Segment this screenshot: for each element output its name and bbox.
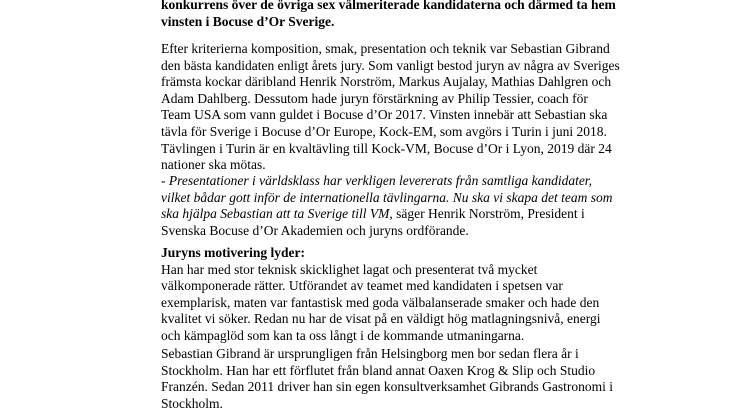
paragraph-line: Adam Dahlberg. Dessutom hade juryn förstärkning av Philip Tessier, coach för <box>161 90 588 106</box>
intro-line: vinsten i Bocuse d’Or Sverige. <box>161 13 335 29</box>
jury-motivation <box>161 245 601 345</box>
intro-bold-text <box>161 0 616 30</box>
paragraph-line: Tävlingen i Turin är en kvaltävling till Kock-VM, Bocuse d’Or i Lyon, 2019 där 24 <box>161 140 612 156</box>
motivation-line: Han har med stor teknisk skicklighet lagat och presenterat två mycket <box>161 261 538 277</box>
paragraph-line: den bästa kandidaten enligt årets jury. Som vanligt bestod juryn av några av Sveriges <box>161 57 620 73</box>
paragraph-line: Team USA som vann guldet i Bocuse d’Or 2017. Vinsten innebär att Sebastian ska <box>161 107 608 123</box>
quote-line: vilket bådar gott inför de internationella tävlingarna. Nu ska vi skapa det team som <box>161 189 613 205</box>
motivation-heading: Juryns motivering lyder: <box>161 245 305 260</box>
bio-line: Sebastian Gibrand är ursprungligen från Helsingborg men bor sedan flera år i <box>161 346 579 361</box>
quote-line: - Presentationer i världsklass har verkligen levererats från samtliga kandidater, <box>161 173 592 188</box>
paragraph-line: nationer ska mötas. <box>161 157 266 173</box>
quote-paragraph <box>161 173 613 239</box>
motivation-line: välkomponerade rätter. Utförandet av teamet med kandidaten i spetsen var <box>161 278 563 294</box>
motivation-line: exemplarisk, maten var fantastisk med goda välbalanserade smaker och hade den <box>161 294 600 310</box>
paragraph-line: Efter kriterierna komposition, smak, presentation och teknik var Sebastian Gibrand <box>161 41 610 56</box>
motivation-line: kvalitet vi söker. Redan nu har de visat på en väldigt hög matlagningsnivå, energi <box>161 311 601 327</box>
intro-line: konkurrens över de övriga sex välmeriterade kandidaterna och därmed ta hem <box>161 0 616 12</box>
quote-line-mixed <box>161 206 601 223</box>
paragraph-line: tävla för Sverige i Bocuse d’Or Europe, Kock-EM, som avgörs i Turin i juni 2018. <box>161 123 607 139</box>
quote-attribution: , säger Henrik Norström, President i <box>389 206 585 222</box>
quote-italic-part: ska hjälpa Sebastian att ta Sverige till VM <box>161 206 390 222</box>
bio-line: Stockholm. Han har ett förflutet från bland annat Oaxen Krog & Slip och Studio <box>161 362 596 378</box>
paragraph-line: främsta kockar däribland Henrik Norström, Markus Aujalay, Mathias Dahlgren och <box>161 74 612 90</box>
paragraph-jury-result <box>161 41 620 174</box>
bio-line: Stockholm. <box>161 395 223 411</box>
bio-line: Franzén. Sedan 2011 driver han sin egen konsultverksamhet Gibrands Gastronomi i <box>161 379 614 395</box>
quote-line: Svenska Bocuse d’Or Akademien och juryns ordförande. <box>161 222 469 238</box>
motivation-line: och kämpaglöd som kan ta oss långt i de kommande utmaningarna. <box>161 327 525 343</box>
paragraph-bio <box>161 346 614 412</box>
